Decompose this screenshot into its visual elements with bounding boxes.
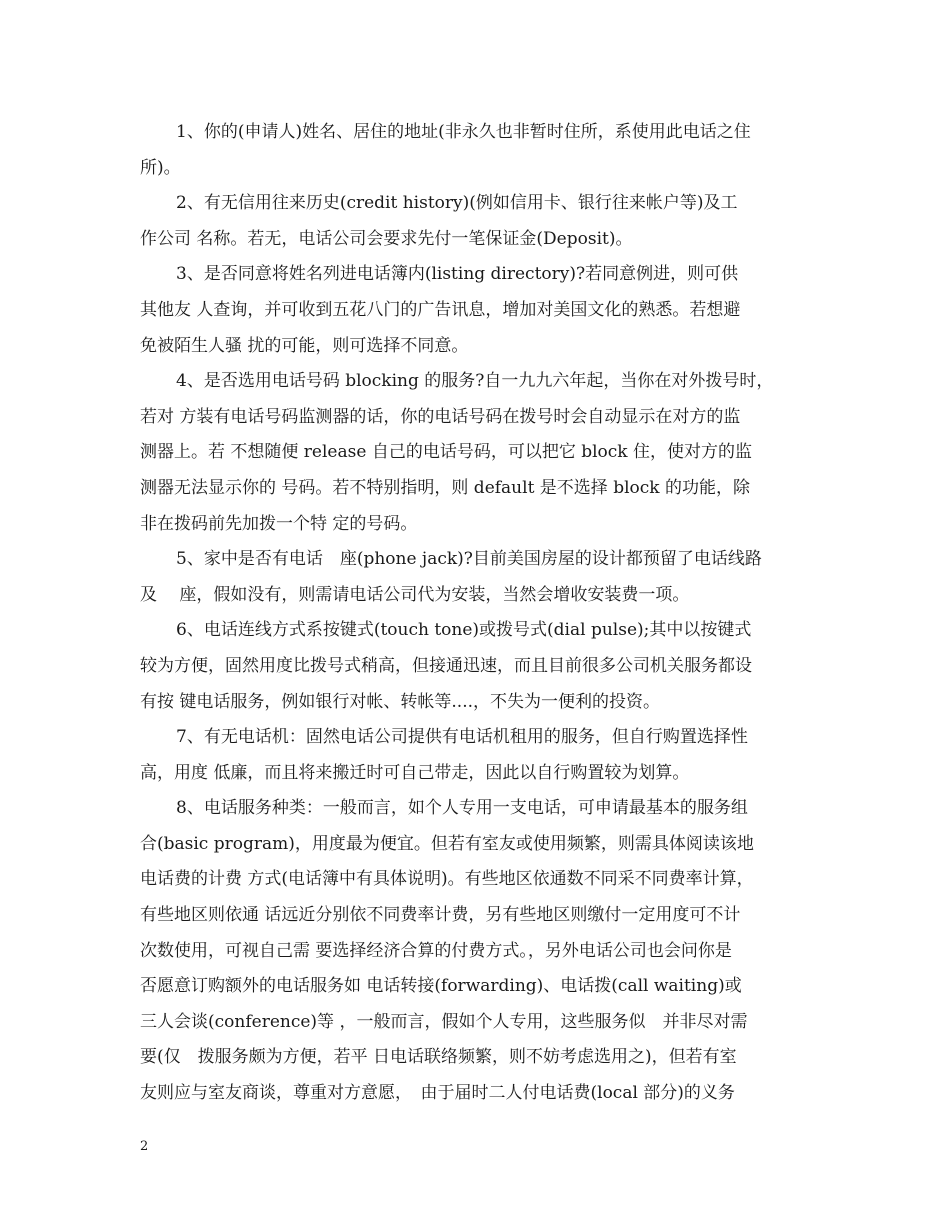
text-line: 友则应与室友商谈，尊重对方意愿， 由于届时二人付电话费(local 部分)的义务 — [140, 1083, 735, 1104]
text-line: 测器上。若 不想随便 release 自己的电话号码，可以把它 block 住，使对方的监 — [140, 442, 752, 463]
text-line: 较为方便，固然用度比拨号式稍高，但接通迅速，而且目前很多公司机关服务都设 — [140, 655, 752, 676]
text-line: 测器无法显示你的 号码。若不特别指明，则 default 是不选择 block 的功能，除 — [140, 477, 750, 498]
text-line: 三人会谈(conference)等 ，一般而言，假如个人专用，这些服务似 并非尽对需 — [140, 1011, 748, 1032]
text-line: 次数使用，可视自己需 要选择经济合算的付费方式。，另外电话公司也会问你是 — [140, 940, 732, 961]
text-line: 7、有无电话机：固然电话公司提供有电话机租用的服务，但自行购置选择性 — [176, 727, 748, 748]
text-line: 及 座，假如没有，则需请电话公司代为安装，当然会增收安装费一项。 — [140, 584, 690, 605]
text-line: 有按 键电话服务，例如银行对帐、转帐等....，不失为一便利的投资。 — [140, 691, 661, 712]
text-line: 高，用度 低廉，而且将来搬迁时可自己带走，因此以自行购置较为划算。 — [140, 762, 690, 783]
text-line: 5、家中是否有电话 座(phone jack)?目前美国房屋的设计都预留了电话线路 — [176, 549, 762, 570]
text-line: 6、电话连线方式系按键式(touch tone)或拨号式(dial pulse);其中以按键式 — [176, 620, 752, 641]
text-line: 4、是否选用电话号码 blocking 的服务?自一九九六年起，当你在对外拨号时， — [176, 371, 774, 392]
text-line: 若对 方装有电话号码监测器的话，你的电话号码在拨号时会自动显示在对方的监 — [140, 406, 741, 427]
text-line: 所)。 — [140, 157, 181, 178]
text-line: 否愿意订购额外的电话服务如 电话转接(forwarding)、电话拨(call waiting)或 — [140, 976, 742, 997]
text-line: 有些地区则依通 话远近分别依不同费率计费，另有些地区则缴付一定用度可不计 — [140, 905, 741, 926]
text-line: 电话费的计费 方式(电话簿中有具体说明)。有些地区依通数不同采不同费率计算， — [140, 869, 754, 890]
text-line: 免被陌生人骚 扰的可能，则可选择不同意。 — [140, 335, 469, 356]
text-line: 合(basic program)，用度最为便宜。但若有室友或使用频繁，则需具体阅读该地 — [140, 833, 754, 854]
text-line: 1、你的(申请人)姓名、居住的地址(非永久也非暂时住所，系使用此电话之住 — [176, 122, 751, 142]
text-line: 作公司 名称。若无，电话公司会要求先付一笔保证金(Deposit)。 — [140, 228, 633, 249]
text-line: 非在拨码前先加拨一个特 定的号码。 — [140, 513, 418, 534]
text-line: 其他友 人查询，并可收到五花八门的广告讯息，增加对美国文化的熟悉。若想避 — [140, 299, 741, 320]
text-line: 3、是否同意将姓名列进电话簿内(listing directory)?若同意例进，则可供 — [176, 264, 739, 285]
text-line: 要(仅 拨服务颇为方便，若平 日电话联络频繁，则不妨考虑选用之)，但若有室 — [140, 1047, 737, 1068]
text-line: 2、有无信用往来历史(credit history)(例如信用卡、银行往来帐户等)及工 — [176, 193, 738, 214]
body-text — [140, 115, 820, 1112]
page-number: 2 — [140, 1139, 149, 1154]
text-line: 8、电话服务种类：一般而言，如个人专用一支电话，可申请最基本的服务组 — [176, 798, 748, 819]
